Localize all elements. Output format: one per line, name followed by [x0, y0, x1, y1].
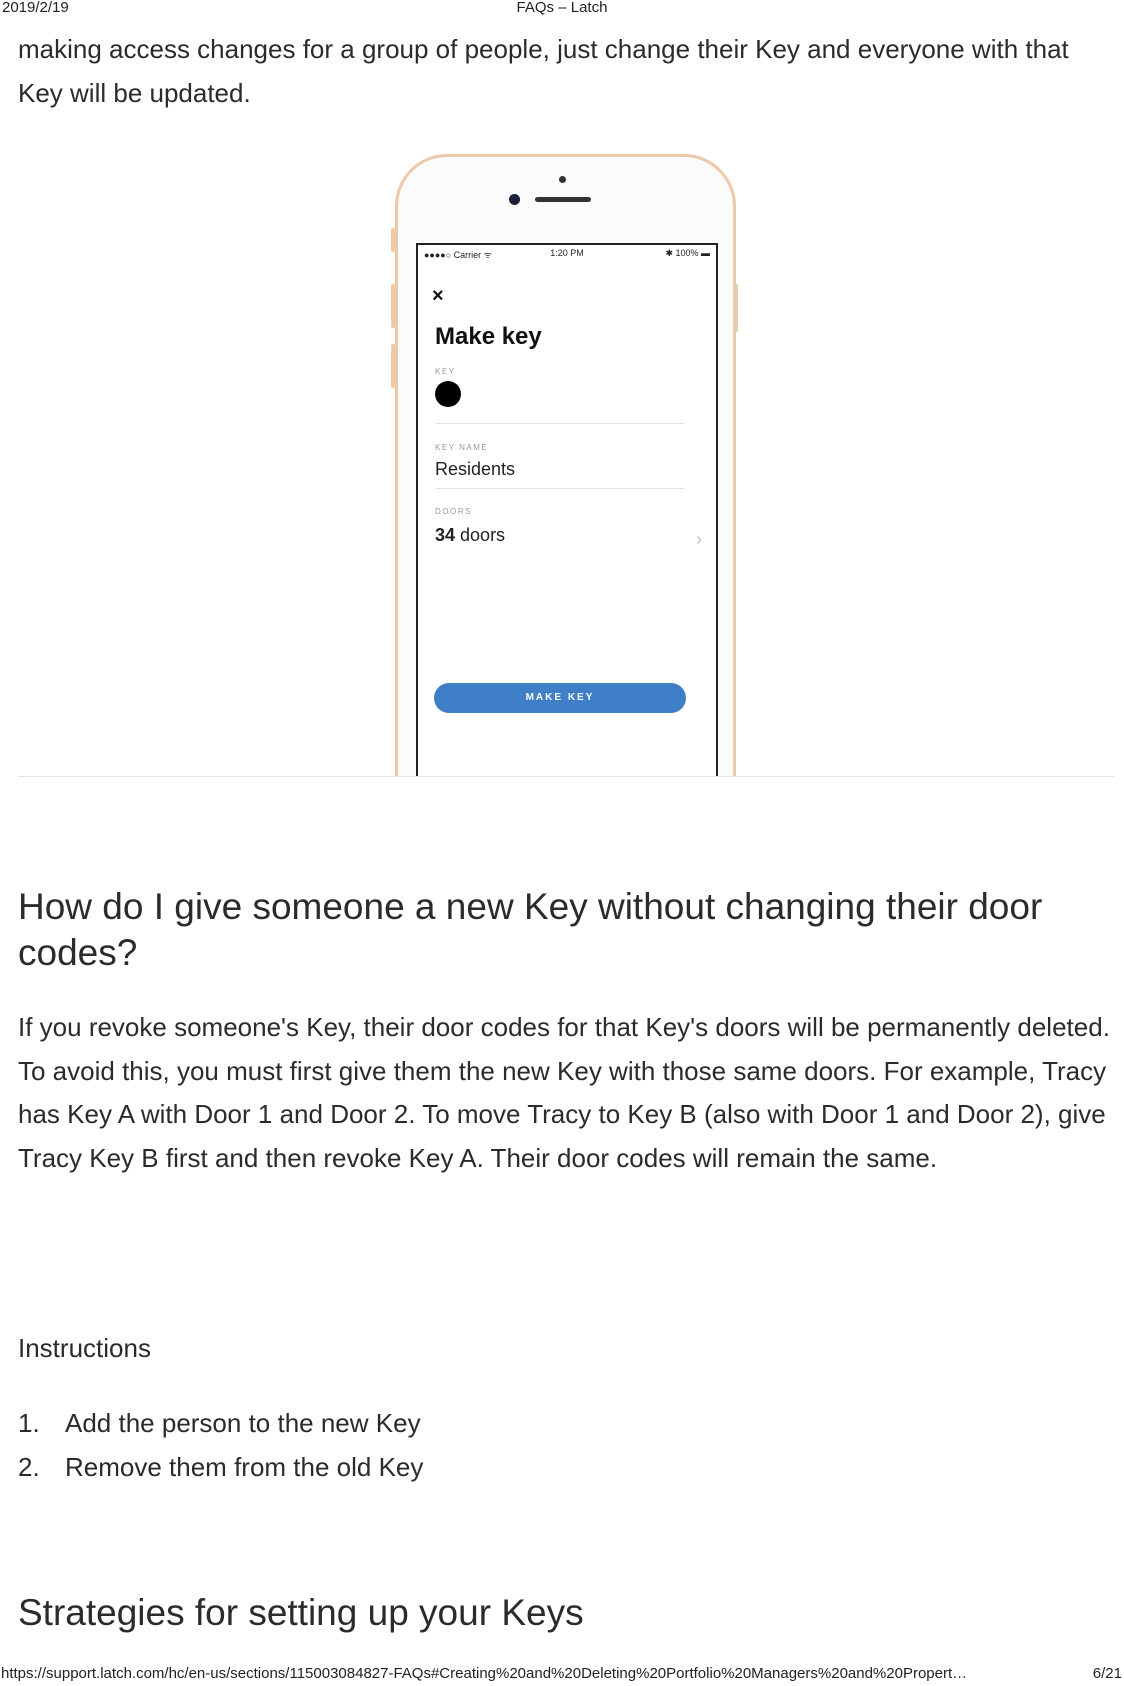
step-number: 1.	[18, 1408, 40, 1438]
divider	[435, 488, 685, 489]
print-title: FAQs – Latch	[516, 0, 608, 16]
step-text: Remove them from the old Key	[65, 1451, 424, 1482]
list-item	[18, 1402, 1018, 1446]
phone-illustration	[18, 138, 1114, 777]
status-battery: ✱ 100% ▬	[665, 248, 710, 258]
status-carrier: ●●●●○ Carrier ᯤ	[424, 250, 492, 260]
print-footer	[0, 1665, 1124, 1685]
print-header	[0, 0, 1124, 18]
doors-selector[interactable]	[435, 525, 505, 546]
print-url: https://support.latch.com/hc/en-us/sections/115003084827-FAQs#Creating%20and%20Deleting%20Portfolio%20Managers%20and%20Propert…	[1, 1665, 968, 1682]
camera-icon	[509, 194, 520, 205]
doors-count: 34	[435, 525, 456, 545]
make-key-button[interactable]: MAKE KEY	[434, 683, 686, 713]
phone-sensor	[559, 176, 566, 183]
status-bar	[418, 248, 716, 262]
print-date: 2019/2/19	[2, 0, 69, 16]
intro-paragraph: making access changes for a group of people, just change their Key and everyone with that Key will be updated.	[18, 34, 1069, 108]
question-heading: How do I give someone a new Key without changing their door codes?	[18, 886, 1043, 973]
instructions-label: Instructions	[18, 1333, 151, 1363]
step-text: Add the person to the new Key	[65, 1408, 421, 1438]
divider	[435, 423, 685, 424]
instructions-list	[18, 1402, 1018, 1489]
phone-speaker	[535, 197, 591, 202]
key-label: KEY	[435, 367, 456, 376]
key-color-swatch[interactable]	[435, 381, 461, 407]
doors-unit: doors	[455, 525, 506, 545]
page-number: 6/21	[1092, 1665, 1122, 1682]
phone-screen	[416, 243, 718, 777]
close-icon[interactable]: ×	[432, 285, 444, 307]
key-name-field[interactable]: Residents	[435, 459, 516, 479]
step-number: 2.	[18, 1451, 40, 1482]
doors-label: DOORS	[435, 507, 472, 516]
status-time: 1:20 PM	[550, 248, 584, 258]
key-name-label: KEY NAME	[435, 443, 489, 452]
question-body: If you revoke someone's Key, their door codes for that Key's doors will be permanently deleted. To avoid this, you must first give them the new Key with those same doors. For example, Tracy has Key A with Door 1 and Door 2. To move Tracy to Key B (also with Door 1 and Door 2), give Tracy Key B first and then revoke Key A. Their door codes will remain the same.	[18, 1012, 1110, 1173]
strategies-heading: Strategies for setting up your Keys	[18, 1592, 584, 1633]
chevron-right-icon: ›	[696, 529, 702, 549]
phone-frame	[395, 154, 736, 777]
screen-title: Make key	[435, 323, 542, 350]
list-item	[18, 1446, 1018, 1490]
